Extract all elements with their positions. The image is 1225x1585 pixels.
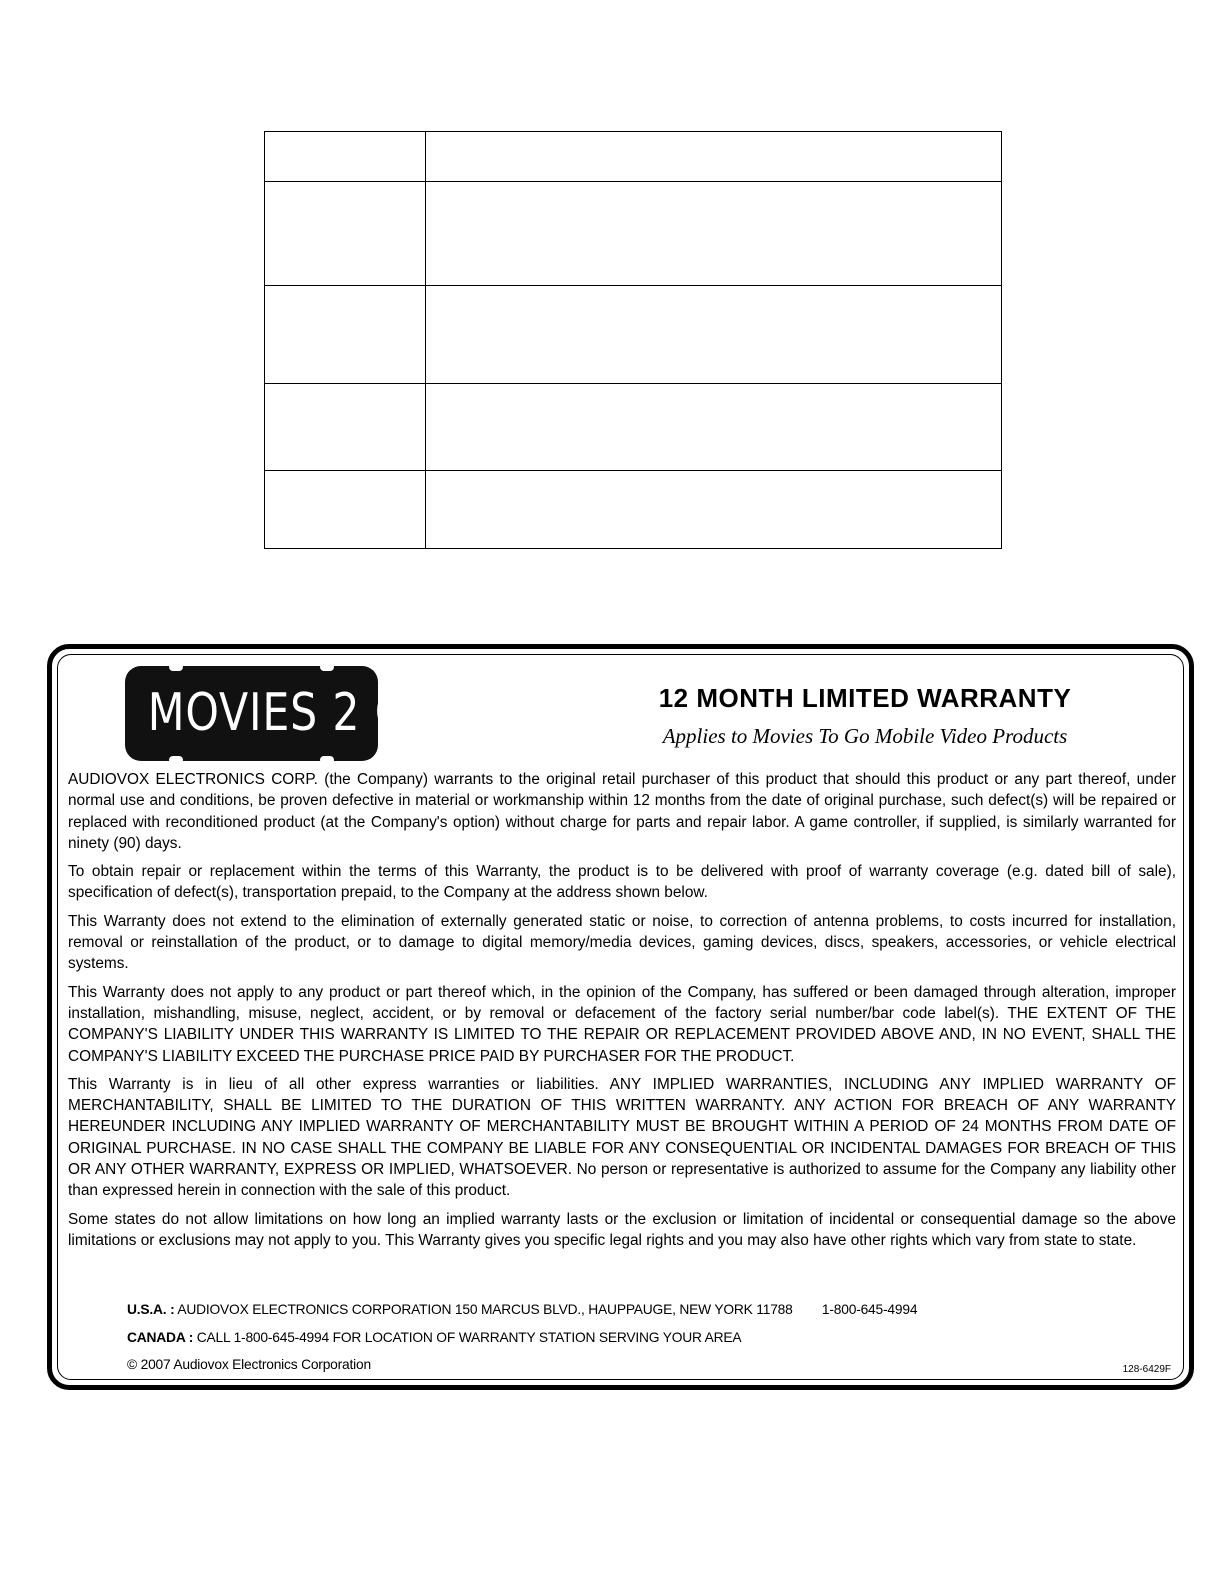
canada-contact <box>127 1330 741 1345</box>
warranty-paragraph: This Warranty is in lieu of all other express warranties or liabilities. ANY IMPLIED WARRANTIES, INCLUDING ANY IMPLIED WARRANTY OF MERCHANTABILITY, SHALL BE LIMITED TO THE DURATION OF THIS WRITTEN WARRANTY. ANY ACTION FOR BREACH OF ANY WARRANTY HEREUNDER INCLUDING ANY IMPLIED WARRANTY OF MERCHANTABILITY MUST BE BROUGHT WITHIN A PERIOD OF 24 MONTHS FROM DATE OF ORIGINAL PURCHASE. IN NO CASE SHALL THE COMPANY BE LIABLE FOR ANY CONSEQUENTIAL OR INCIDENTAL DAMAGES FOR BREACH OF THIS OR ANY OTHER WARRANTY, EXPRESS OR IMPLIED, WHATSOEVER. No person or representative is authorized to assume for the Company any liability other than expressed herein in connection with the sale of this product. <box>68 1075 1176 1200</box>
usa-contact <box>127 1302 917 1317</box>
table-cell <box>426 384 1002 471</box>
warranty-paragraph: Some states do not allow limitations on how long an implied warranty lasts or the exclusion or limitation of incidental or consequential damage so the above limitations or exclusions may not apply to you. This Warranty gives you specific legal rights and you may also have other rights which vary from state to state. <box>68 1210 1176 1249</box>
table-cell <box>265 471 426 549</box>
warranty-body <box>68 769 1176 1258</box>
warranty-paragraph: This Warranty does not apply to any product or part thereof which, in the opinion of the Company, has suffered or been damaged through alteration, improper installation, mishandling, misuse, neglect, accident, or by removal or defacement of the factory serial number/bar code label(s). THE EXTENT OF THE COMPANY'S LIABILITY UNDER THIS WARRANTY IS LIMITED TO THE REPAIR OR REPLACEMENT PROVIDED ABOVE AND, IN NO EVENT, SHALL THE COMPANY'S LIABILITY EXCEED THE PURCHASE PRICE PAID BY PURCHASER FOR THE PRODUCT. <box>68 983 1176 1065</box>
table-cell <box>265 384 426 471</box>
plate-notch <box>169 663 183 671</box>
table-cell <box>426 286 1002 384</box>
plate-notch <box>320 756 334 764</box>
warranty-paragraph: This Warranty does not extend to the elimination of externally generated static or noise, to correction of antenna problems, to costs incurred for installation, removal or reinstallation of the product, or to damage to digital memory/media devices, gaming devices, discs, speakers, accessories, or vehicle electrical systems. <box>68 912 1176 973</box>
movies-2-go-logo <box>125 666 443 761</box>
canada-label: CANADA : <box>127 1330 194 1345</box>
usa-phone: 1-800-645-4994 <box>821 1302 918 1317</box>
plate-notch <box>320 663 334 671</box>
empty-table <box>264 131 1002 549</box>
plate-notch <box>169 756 183 764</box>
table-cell <box>265 286 426 384</box>
warranty-paragraph: AUDIOVOX ELECTRONICS CORP. (the Company) warrants to the original retail purchaser of this product that should this product or any part thereof, under normal use and conditions, be proven defective in material or workmanship within 12 months from the date of original purchase, such defect(s) will be repaired or replaced with reconditioned product (at the Company's option) without charge for parts and repair labor. A game controller, if supplied, is similarly warranted for ninety (90) days. <box>68 771 1176 852</box>
usa-label: U.S.A. : <box>127 1302 175 1317</box>
table-cell <box>265 132 426 182</box>
copyright: © 2007 Audiovox Electronics Corporation <box>127 1357 371 1372</box>
logo-text: MOVIES 2 GO <box>147 683 443 743</box>
table-cell <box>426 182 1002 286</box>
usa-address: AUDIOVOX ELECTRONICS CORPORATION 150 MARCUS BLVD., HAUPPAUGE, NEW YORK 11788 <box>177 1302 793 1317</box>
table-cell <box>426 132 1002 182</box>
warranty-paragraph: To obtain repair or replacement within the terms of this Warranty, the product is to be delivered with proof of warranty coverage (e.g. dated bill of sale), specification of defect(s), transportation prepaid, to the Company at the address shown below. <box>68 863 1176 902</box>
part-code: 128-6429F <box>1122 1364 1171 1375</box>
table-cell <box>426 471 1002 549</box>
table-cell <box>265 182 426 286</box>
warranty-subtitle: Applies to Movies To Go Mobile Video Products <box>662 724 1068 748</box>
warranty-title: 12 MONTH LIMITED WARRANTY <box>658 683 1072 713</box>
canada-text: CALL 1-800-645-4994 FOR LOCATION OF WARRANTY STATION SERVING YOUR AREA <box>196 1330 742 1345</box>
